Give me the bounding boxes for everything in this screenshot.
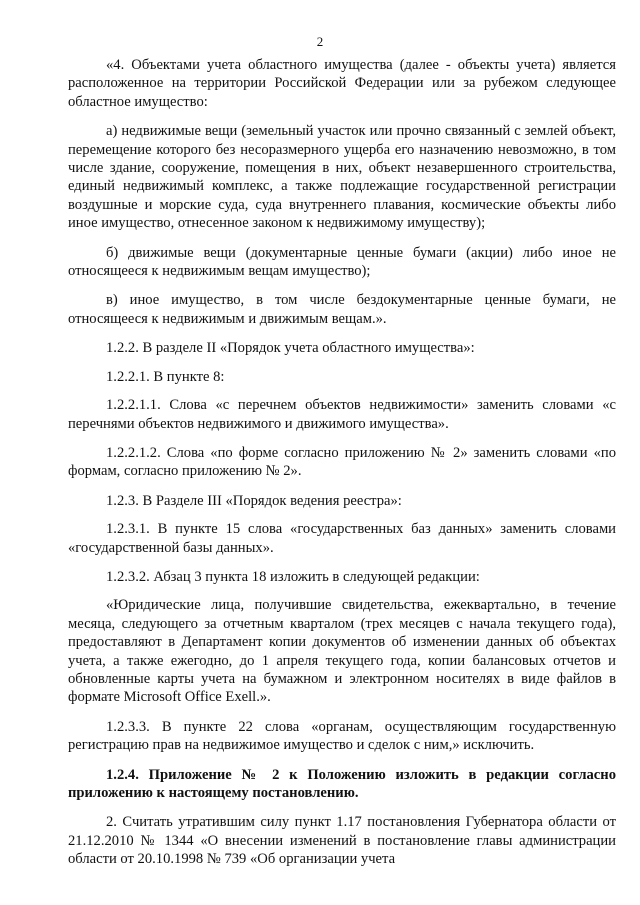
- paragraph-1-2-4: 1.2.4. Приложение № 2 к Положению изложить в редакции согласно приложению к настоящему постановлению.: [68, 766, 616, 801]
- paragraph-1-2-2-1-2: 1.2.2.1.2. Слова «по форме согласно приложению № 2» заменить словами «по формам, согласно приложению № 2».: [68, 444, 616, 480]
- paragraph-1-2-2-1-1: 1.2.2.1.1. Слова «с перечнем объектов недвижимости» заменить словами «с перечнями объектов недвижимого и движимого имущества».: [68, 397, 616, 432]
- paragraph-1-2-2-1: 1.2.2.1. В пункте 8:: [106, 368, 225, 385]
- paragraph-1-2-3-1: 1.2.3.1. В пункте 15 слова «государственных баз данных» заменить словами «государственной базы данных».: [68, 521, 616, 556]
- paragraph-2-repeal: 2. Считать утратившим силу пункт 1.17 постановления Губернатора области от 21.12.2010 № 1344 «О внесении изменений в постановление главы администрации области от 20.10.1998 № 739 «Об организации учета: [68, 814, 616, 868]
- page-number: 2: [316, 34, 324, 49]
- paragraph-1-2-3: 1.2.3. В Разделе III «Порядок ведения реестра»:: [106, 492, 402, 509]
- paragraph-other-property: в) иное имущество, в том числе бездокументарные ценные бумаги, не относящееся к недвижимым и движимым вещам.».: [68, 292, 616, 327]
- paragraph-legal-entities-quote: «Юридические лица, получившие свидетельства, ежеквартально, в течение месяца, следующего за отчетным кварталом (трех месяцев с начала текущего года), предоставляют в Департамент копии документов об изменении данных об объектах учета, а также ежегодно, до 1 апреля текущего года, копии балансовых отчетов и обновленные карты учета на бумажном и электронном носителях в виде файлов в формате Microsoft Office Exell.».: [68, 597, 616, 706]
- document-body: [68, 56, 616, 880]
- paragraph-item-4-objects: «4. Объектами учета областного имущества (далее - объекты учета) является расположенное на территории Российской Федерации или за рубежом следующее областное имущество:: [68, 57, 616, 110]
- paragraph-1-2-3-2: 1.2.3.2. Абзац 3 пункта 18 изложить в следующей редакции:: [106, 568, 480, 585]
- paragraph-1-2-3-3: 1.2.3.3. В пункте 22 слова «органам, осуществляющим государственную регистрацию прав на недвижимое имущество и сделок с ним,» исключить.: [68, 718, 616, 754]
- paragraph-movable-things: б) движимые вещи (документарные ценные бумаги (акции) либо иное не относящееся к недвижимым вещам имущество);: [68, 244, 616, 280]
- paragraph-immovable-things: а) недвижимые вещи (земельный участок или прочно связанный с землей объект, перемещение которого без несоразмерного ущерба его назначению невозможно, в том числе здание, сооружение, помещения в них, объект незавершенного строительства, единый недвижимый комплекс, а также подлежащие государственной регистрации воздушные и морские суда, суда внутреннего плавания, космические объекты либо иное имущество, отнесенное законом к недвижимому имуществу);: [68, 123, 616, 232]
- paragraph-1-2-2: 1.2.2. В разделе II «Порядок учета областного имущества»:: [106, 340, 475, 357]
